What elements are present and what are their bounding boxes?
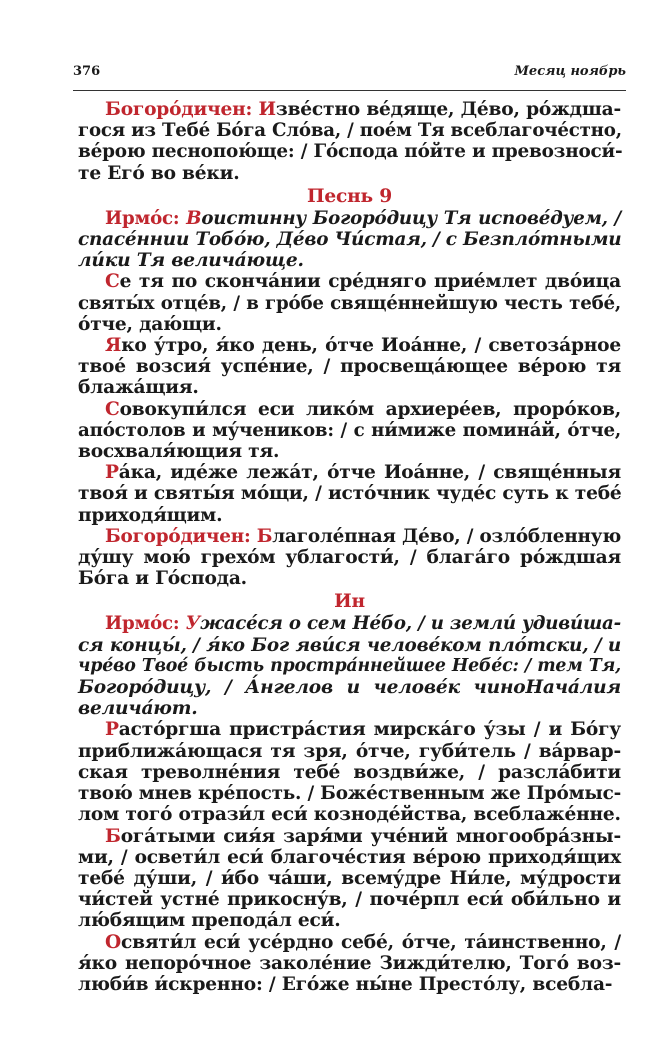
troparion-paragraph	[78, 719, 621, 825]
line-text: ога́тыми сия́я заря́ми уче́ний многообра́зны-	[120, 825, 621, 847]
line-text: а́ка, иде́же лежа́т, о́тче Иоа́нне, / свяще́нныя	[118, 462, 621, 484]
red-initial: С	[105, 398, 120, 420]
text-line	[78, 762, 621, 783]
section-heading: Ин	[334, 591, 365, 613]
irmos-paragraph	[78, 208, 621, 272]
text-line	[78, 889, 621, 910]
line-text: ве́рою песнопою́ще: / Го́спода по́йте и превозноси́-	[78, 141, 623, 163]
line-text: лаголе́пная Де́во, / озло́бленную	[272, 525, 621, 547]
line-text: апо́столов и му́чеников: / с ни́миже помина́й, о́тче,	[78, 419, 621, 441]
text-line	[78, 974, 621, 995]
text-line	[78, 826, 621, 847]
text-line	[78, 698, 621, 719]
text-line	[78, 163, 621, 184]
line-text: овокупи́лся еси лико́м архиере́ев, проро́ков,	[119, 398, 621, 420]
text-line	[78, 868, 621, 889]
troparion-paragraph	[78, 526, 621, 590]
line-text: ская треволне́ния тебе́ воздви́же, / разсла́бити	[78, 761, 621, 783]
line-text: восхваля́ющия тя.	[78, 441, 280, 463]
line-text: е тя по сконча́нии сре́дняго прие́млет дво́ица	[119, 271, 621, 293]
text-line	[78, 462, 621, 483]
text-line	[78, 399, 621, 420]
line-text: о́тче, даю́щи.	[78, 313, 222, 335]
line-text: ду́шу мою́ грехо́м ублагости́, / блага́го ро́ждшая	[78, 547, 621, 569]
rubric-label: Ирмо́с:	[105, 613, 186, 635]
line-text: твоя́ и святы́я мо́щи, / исто́чник чуде́с суть к тебе́	[78, 483, 622, 505]
page-body	[78, 99, 621, 995]
text-line	[78, 483, 621, 504]
text-line	[78, 613, 621, 634]
text-line	[78, 741, 621, 762]
text-line	[78, 635, 621, 656]
line-text: ко у́тро, я́ко день, о́тче Иоа́нне, / светоза́рное	[121, 335, 621, 357]
rubric-label: Ирмо́с:	[105, 207, 187, 229]
troparion-paragraph	[78, 399, 621, 463]
line-text: ми, / освети́л еси́ благоче́стия ве́рою приходя́щих	[78, 846, 621, 868]
rubric-label: Богоро́дичен:	[105, 525, 257, 547]
troparion-paragraph	[78, 271, 621, 335]
line-text: святи́л еси́ усе́рдно себе́, о́тче, та́инственно, /	[121, 931, 621, 953]
text-line	[78, 314, 621, 335]
text-line	[78, 293, 621, 314]
text-line	[78, 932, 621, 953]
red-initial: Я	[105, 335, 122, 357]
line-text: твою́ мнев кре́пость. / Боже́ственным же Про́мыс-	[78, 783, 622, 805]
text-line	[78, 910, 621, 931]
line-text: люби́в и́скренно: / Его́же ны́не Престо́лу, всебла-	[78, 973, 613, 995]
line-text: чре́во Твое́ бысть простра́ннейшее Небе́с: / тем Тя,	[78, 655, 621, 676]
irmos-paragraph	[78, 613, 621, 719]
text-line	[78, 505, 621, 526]
page-header	[73, 62, 626, 84]
text-line	[78, 847, 621, 868]
line-text: лом того́ отрази́л еси́ козноде́йства, всеблаже́нне.	[78, 804, 621, 826]
line-text: приходя́щим.	[78, 504, 223, 526]
red-initial: Р	[105, 462, 119, 484]
text-line	[78, 677, 621, 698]
text-line	[78, 804, 621, 825]
troparion-paragraph	[78, 462, 621, 526]
line-text: тебе́ ду́ши, / и́бо ча́ши, всему́дре Ни́ле, му́дрости	[78, 867, 621, 889]
line-text: оистинну Богоро́дицу Тя испове́дуем, /	[201, 207, 621, 229]
text-line	[78, 250, 621, 271]
text-line	[78, 420, 621, 441]
line-text: ли́ки Тя велича́юще.	[78, 250, 304, 272]
text-line	[78, 783, 621, 804]
line-text: приближа́ющася тя зря, о́тче, губи́тель / ва́рвар-	[78, 740, 621, 762]
text-line	[78, 953, 621, 974]
line-text: Богоро́дицу, / А́нгелов и челове́к чиноНача́лия	[78, 677, 621, 699]
line-text: чи́стей устне́ прикосну́в, / поче́рпл еси́ оби́льно и	[78, 889, 621, 911]
page-number: 376	[73, 64, 101, 79]
text-line	[78, 229, 621, 250]
troparion-paragraph	[78, 99, 621, 184]
text-line	[78, 526, 621, 547]
text-line	[78, 719, 621, 740]
text-line	[78, 568, 621, 589]
text-line	[78, 441, 621, 462]
troparion-paragraph	[78, 932, 621, 996]
rubric-label: Богоро́дичен:	[105, 99, 259, 120]
text-line	[78, 547, 621, 568]
header-rule	[73, 90, 626, 91]
line-text: асто́ргша пристра́стия мирска́го у́зы / и Бо́гу	[118, 719, 621, 741]
line-text: гося из Тебе́ Бо́га Сло́ва, / пое́м Тя всеблагоче́стно,	[78, 120, 622, 142]
line-text: жасе́ся о сем Не́бо, / и земли́ удиви́ша-	[200, 613, 621, 635]
line-text: те Его́ во ве́ки.	[78, 162, 240, 184]
line-text: зве́стно ве́дяще, Де́во, ро́ждша-	[275, 99, 621, 120]
text-line	[78, 141, 621, 162]
red-initial: У	[185, 613, 201, 635]
line-text: лю́бящим препода́л еси́.	[78, 910, 341, 932]
section-heading: Песнь 9	[307, 185, 392, 207]
red-initial: Р	[105, 719, 119, 741]
running-head: Месяц ноябрь	[514, 64, 626, 79]
text-line	[78, 208, 621, 229]
line-text: Бо́га и Го́спода.	[78, 568, 247, 590]
line-text: блажа́щия.	[78, 377, 199, 399]
troparion-paragraph	[78, 826, 621, 932]
text-line	[78, 271, 621, 292]
text-line	[78, 377, 621, 398]
line-text: велича́ют.	[78, 698, 198, 720]
red-initial: Б	[256, 525, 273, 547]
text-line	[78, 335, 621, 356]
text-line	[78, 656, 621, 677]
line-text: ся концы́, / я́ко Бог яви́ся челове́ком пло́тски, / и	[78, 634, 621, 656]
red-initial: С	[105, 271, 120, 293]
line-text: святы́х отце́в, / в гро́бе свяще́ннейшую честь тебе́,	[78, 292, 621, 314]
red-initial: И	[258, 99, 276, 120]
text-line	[78, 356, 621, 377]
text-line	[78, 120, 621, 141]
red-initial: В	[186, 207, 202, 229]
red-initial: Б	[105, 825, 121, 847]
line-text: твое́ возсия́ успе́ние, / просвеща́ющее ве́рою тя	[78, 356, 621, 378]
troparion-paragraph	[78, 335, 621, 399]
text-line	[78, 99, 621, 120]
line-text: я́ко непоро́чное заколе́ние Зижди́телю, Того́ воз-	[78, 952, 621, 974]
line-text: спасе́ннии Тобо́ю, Де́во Чи́стая, / с Безпло́тными	[78, 229, 622, 251]
red-initial: О	[105, 931, 121, 953]
